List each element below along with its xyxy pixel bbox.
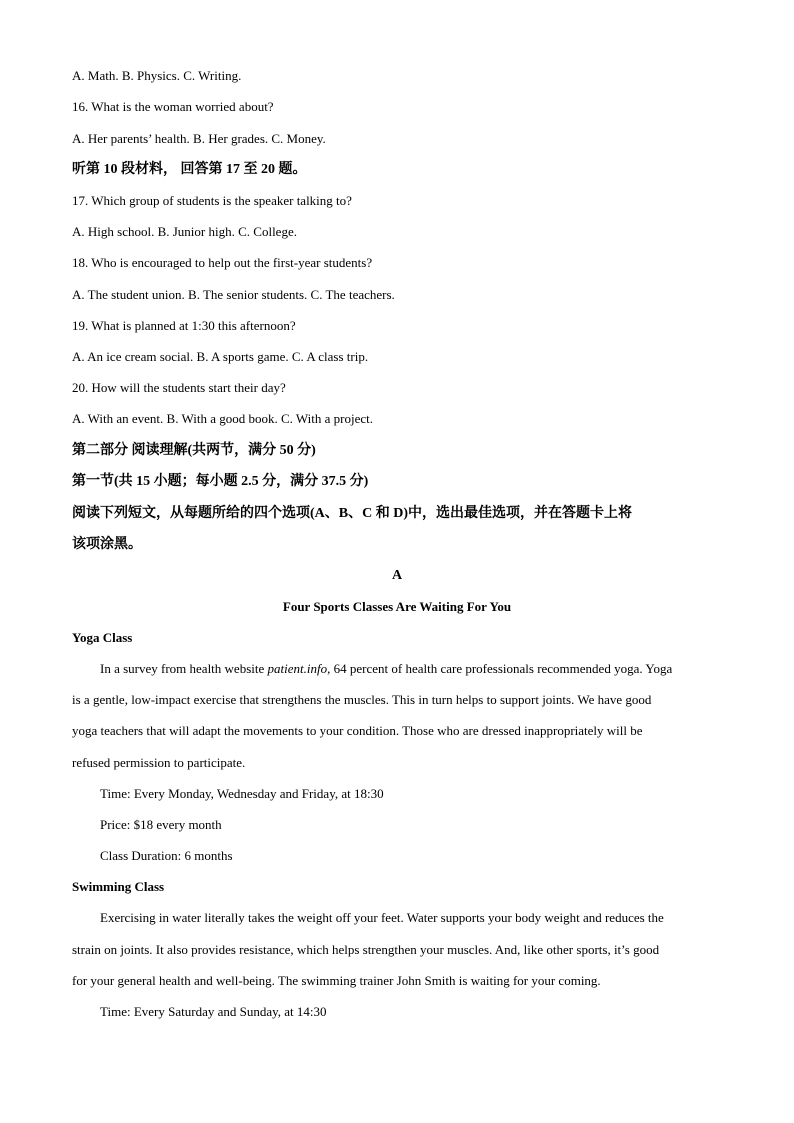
q19-question: 19. What is planned at 1:30 this afternoon? (72, 318, 296, 333)
swimming-time: Time: Every Saturday and Sunday, at 14:30 (100, 1004, 327, 1019)
yoga-paragraph-line3: yoga teachers that will adapt the movements to your condition. Those who are dressed inappropriately will be (72, 723, 643, 738)
q20-question: 20. How will the students start their day? (72, 380, 286, 395)
reading-instruction-line1: 阅读下列短文，从每题所给的四个选项(A、B、C 和 D)中，选出最佳选项，并在答题卡上将 (72, 506, 632, 521)
yoga-line1-start: In a survey from health website (100, 661, 268, 676)
yoga-paragraph-line2: is a gentle, low-impact exercise that strengthens the muscles. This in turn helps to support joints. We have good (72, 692, 652, 707)
reading-part-title: 第二部分 阅读理解(共两节，满分 50 分) (72, 443, 316, 458)
q20-options: A. With an event. B. With a good book. C. With a project. (72, 411, 373, 426)
q18-question: 18. Who is encouraged to help out the first-year students? (72, 255, 373, 270)
passage-letter: A (391, 568, 403, 583)
q19-options: A. An ice cream social. B. A sports game. C. A class trip. (72, 349, 369, 364)
reading-section-title: 第一节(共 15 小题；每小题 2.5 分，满分 37.5 分) (72, 474, 369, 489)
reading-instruction-line2: 该项涂黑。 (72, 537, 142, 552)
q15-options: A. Math. B. Physics. C. Writing. (72, 68, 242, 83)
q17-question: 17. Which group of students is the speaker talking to? (72, 193, 352, 208)
swimming-paragraph-line3: for your general health and well-being. The swimming trainer John Smith is waiting for your coming. (72, 973, 601, 988)
yoga-website-name: patient.info (267, 661, 328, 676)
yoga-price: Price: $18 every month (100, 817, 222, 832)
passage-title: Four Sports Classes Are Waiting For You (282, 599, 512, 614)
q16-question: 16. What is the woman worried about? (72, 99, 274, 114)
yoga-time: Time: Every Monday, Wednesday and Friday, at 18:30 (100, 786, 384, 801)
yoga-heading: Yoga Class (72, 630, 133, 645)
swimming-heading: Swimming Class (72, 879, 165, 894)
swimming-paragraph-line1: Exercising in water literally takes the weight off your feet. Water supports your body weight and reduces the (100, 910, 664, 925)
section10-instruction: 听第 10 段材料， 回答第 17 至 20 题。 (72, 162, 307, 177)
swimming-paragraph-line2: strain on joints. It also provides resistance, which helps strengthen your muscles. And, like other sports, it’s good (72, 942, 660, 957)
q16-options: A. Her parents’ health. B. Her grades. C. Money. (72, 131, 326, 146)
q17-options: A. High school. B. Junior high. C. College. (72, 224, 297, 239)
yoga-duration: Class Duration: 6 months (100, 848, 233, 863)
yoga-line1-end: , 64 percent of health care professionals recommended yoga. Yoga (327, 661, 673, 676)
yoga-paragraph-line1 (100, 660, 722, 678)
q18-options: A. The student union. B. The senior students. C. The teachers. (72, 287, 395, 302)
yoga-paragraph-line4: refused permission to participate. (72, 755, 246, 770)
